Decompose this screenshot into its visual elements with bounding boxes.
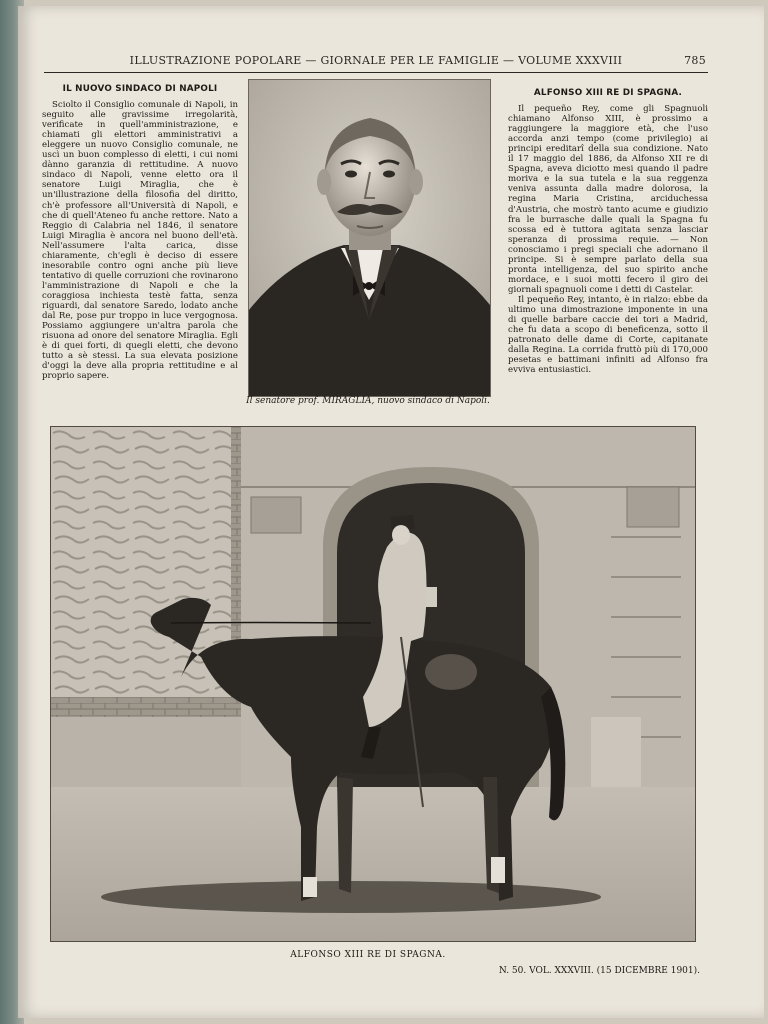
photo-caption: ALFONSO XIII RE DI SPAGNA. bbox=[290, 950, 446, 960]
masthead-title: ILLUSTRAZIONE POPOLARE — GIORNALE PER LE FAMIGLIE — VOLUME XXXVIII bbox=[129, 54, 623, 67]
photo-alfonso-on-horseback bbox=[50, 426, 696, 942]
article-heading: ALFONSO XIII RE DI SPAGNA. bbox=[533, 88, 683, 98]
article-new-mayor-naples bbox=[42, 84, 238, 381]
portrait-miraglia-photo bbox=[248, 79, 491, 397]
page-number: 785 bbox=[684, 54, 706, 67]
magazine-page bbox=[18, 6, 764, 1018]
article-heading: IL NUOVO SINDACO DI NAPOLI bbox=[62, 84, 218, 94]
issue-line: N. 50. VOL. XXXVIII. (15 DICEMBRE 1901). bbox=[498, 966, 700, 976]
masthead bbox=[44, 54, 708, 73]
equestrian-illustration bbox=[51, 427, 695, 941]
article-alfonso-xiii bbox=[508, 88, 708, 375]
article-paragraph: Il pequeño Rey, come gli Spagnuoli chiamano Alfonso XIII, è prossimo a raggiungere la maggiore età, che l'uso accorda anzi tempo (come privilegio) ai principi ereditarî della sua condizione. Nato il 17 maggio del 1886, da Alfonso XII re di Spagna, aveva diciotto mesi quando il padre moriva e la sua tutela e la sua reggenza veniva assunta dalla madre dolorosa, la regina Maria Cristina, arciduchessa d'Austria, che mostrò tanto acume e giudizio fra le burrasche dalle quali la Spagna fu scossa ed è tuttora agitata senza lasciar speranza di prossima requie. — Non conosciamo i pregi speciali che adornano il principe. Si è sempre parlato della sua pronta intelligenza, del suo spirito anche mordace, e i suoi motti fecero il giro dei giornali spagnuoli come i detti di Castelar. bbox=[508, 104, 708, 295]
portrait-caption: Il senatore prof. MIRAGLIA, nuovo sindaco di Napoli. bbox=[246, 396, 490, 406]
portrait-illustration bbox=[249, 80, 490, 396]
article-paragraph: Il pequeño Rey, intanto, è in rialzo: ebbe da ultimo una dimostrazione imponente in una di quelle barbare caccie dei tori a Madrid, che fu data a scopo di beneficenza, sotto il patronato delle dame di Corte, capitanate dalla Regina. La corrida fruttò più di 170,000 pesetas e battimani infiniti ad Alfonso fra evviva entusiastici. bbox=[508, 294, 708, 376]
article-body: Sciolto il Consiglio comunale di Napoli, in seguito alle gravissime irregolarità, verificate in quell'amministrazione, e chiamati gli elettori amministrativi a eleggere un nuovo Consiglio comunale, ne uscì un buon complesso di eletti, i cui nomi dànno garanzia di rettitudine. A nuovo sindaco di Napoli, venne eletto ora il senatore Luigi Miraglia, che è un'illustrazione della filosofia del diritto, ch'è professore all'Università di Napoli, e che di quell'Ateneo fu anche rettore. Nato a Reggio di Calabria nel 1846, il senatore Luigi Miraglia è ancora nel buono dell'età. Nell'assumere l'alta carica, disse chiaramente, ch'egli è deciso di essere inesorabile contro ogni anche più lieve tentativo di quelle corruzioni che rovinarono l'amministrazione di Napoli e che la coraggiosa inchiesta testè fatta, senza riguardi, dal senatore Saredo, lodato anche dal Re, pose pur troppo in luce vergognosa. Possiamo aggiungere un'altra parola che risuona ad onore del senatore Miraglia. Egli è di quei forti, di quegli eletti, che devono tutto a sè stessi. La sua elevata posizione d'oggi la deve alla propria rettitudine e al proprio sapere. bbox=[42, 100, 238, 382]
